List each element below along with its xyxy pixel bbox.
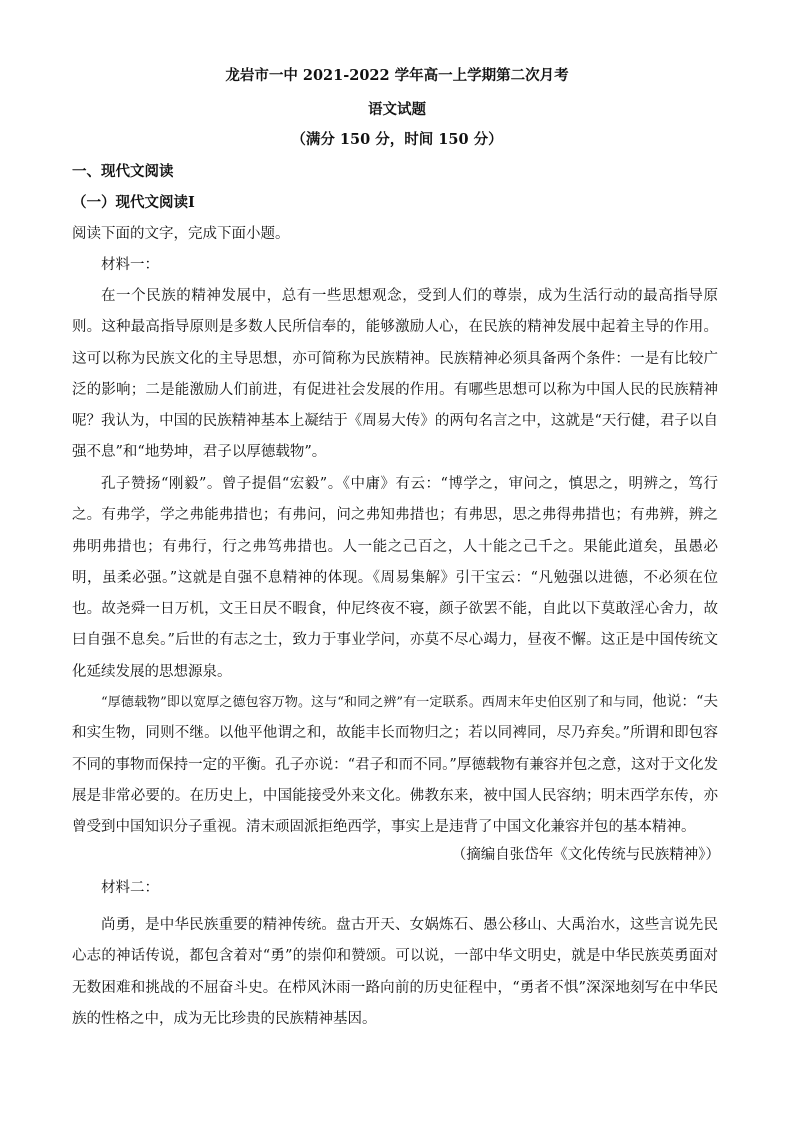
exam-title: 龙岩市一中 2021-2022 学年高一上学期第二次月考	[225, 67, 569, 84]
score-time-note: （满分 150 分，时间 150 分）	[291, 131, 503, 148]
paragraph-3-rest: 他说：“夫和实生物，同则不继。以他平他谓之和，故能丰长而物归之；若以同裨同，尽乃弃矣。”所谓和即包容不同的事物而保持一定的平衡。孔子亦说：“君子和而不同。”厚德载物有兼容并包之意，这对于文化发展是非常必要的。在历史上，中国能接受外来文化。佛教东来，被中国人民容纳；明末西学东传，亦曾受到中国知识分子重视。清末顽固派拒绝西学，事实上是违背了中国文化兼容并包的基本精神。	[72, 694, 718, 836]
section-heading: 一、现代文阅读	[72, 163, 174, 180]
material2-label: 材料二：	[101, 880, 159, 896]
material1-paragraph-2: 孔子赞扬“刚毅”。曾子提倡“宏毅”。《中庸》有云：“博学之，审问之，慎思之，明辨之，笃行之。有弗学，学之弗能弗措也；有弗问，问之弗知弗措也；有弗思，思之弗得弗措也；有弗辨，辨之弗明弗措也；有弗行，行之弗笃弗措也。人一能之己百之，人十能之己千之。果能此道矣，虽愚必明，虽柔必强。”这就是自强不息精神的体现。《周易集解》引干宝云：“凡勉强以进德，不必须在位也。故尧舜一日万机，文王日昃不暇食，仲尼终夜不寝，颜子欲罢不能，自此以下莫敢淫心舍力，故曰自强不息矣。”后世的有志之士，致力于事业学问，亦莫不尽心竭力，昼夜不懈。这正是中国传统文化延续发展的思想源泉。	[72, 476, 718, 680]
subsection-heading: （一）现代文阅读Ⅰ	[72, 194, 195, 211]
material1-paragraph-1: 在一个民族的精神发展中，总有一些思想观念，受到人们的尊崇，成为生活行动的最高指导原则。这种最高指导原则是多数人民所信奉的，能够激励人心，在民族的精神发展中起着主导的作用。这可以称为民族文化的主导思想，亦可简称为民族精神。民族精神必须具备两个条件：一是有比较广泛的影响；二是能激励人们前进，有促进社会发展的作用。有哪些思想可以称为中国人民的民族精神呢？我认为，中国的民族精神基本上凝结于《周易大传》的两句名言之中，这就是“天行健，君子以自强不息”和“地势坤，君子以厚德载物”。	[72, 288, 718, 461]
material1-paragraph-3	[72, 687, 718, 843]
material1-source: （摘编自张岱年《文化传统与民族精神》）	[451, 847, 720, 863]
material1-label: 材料一：	[101, 257, 159, 273]
reading-instruction: 阅读下面的文字，完成下面小题。	[72, 226, 290, 242]
exam-subject: 语文试题	[368, 101, 426, 118]
material2-paragraph-1: 尚勇，是中华民族重要的精神传统。盘古开天、女娲炼石、愚公移山、大禹治水，这些言说先民心志的神话传说，都包含着对“勇”的崇仰和赞颂。可以说，一部中华文明史，就是中华民族英勇面对无数困难和挑战的不屈奋斗史。在栉风沐雨一路向前的历史征程中，“勇者不惧”深深地刻写在中华民族的性格之中，成为无比珍贵的民族精神基因。	[72, 917, 718, 1027]
paragraph-3-lead: “厚德载物”即以宽厚之德包容万物。这与“和同之辨”有一定联系。西周末年史伯区别了和与同，	[101, 695, 653, 710]
